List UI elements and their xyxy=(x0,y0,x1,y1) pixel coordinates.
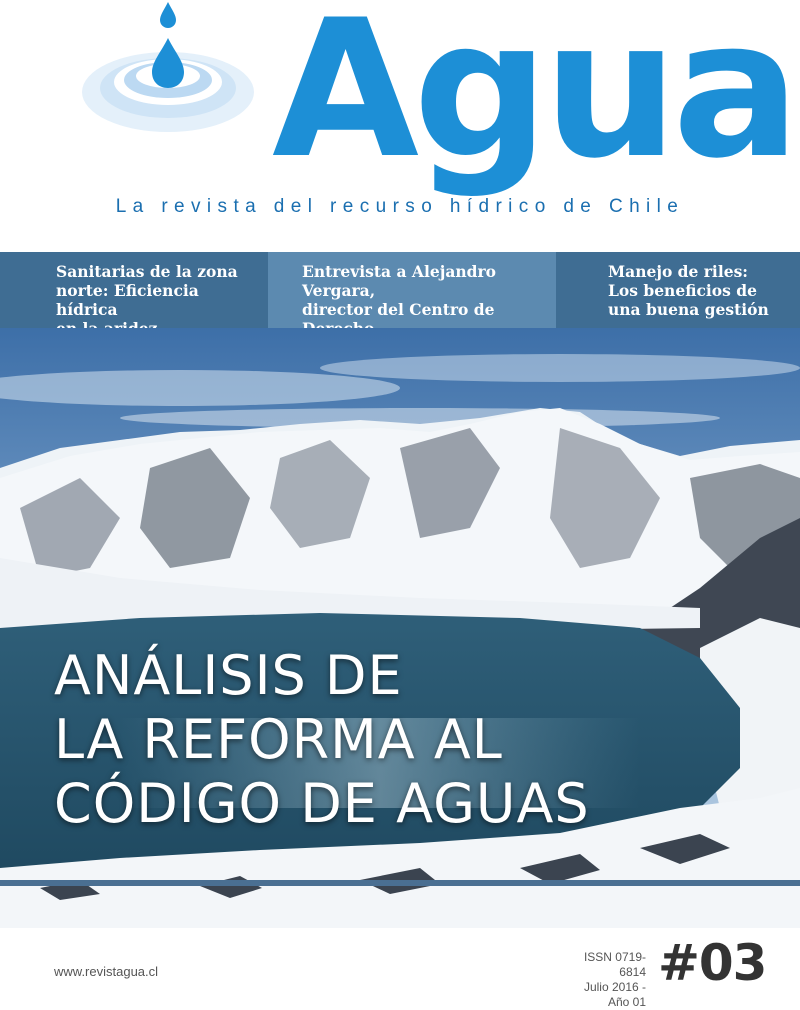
headline-line: ANÁLISIS DE xyxy=(54,644,403,707)
teaser-riles xyxy=(556,252,800,328)
water-drop-logo-icon xyxy=(78,0,258,165)
teaser-line: norte: Eficiencia hídrica xyxy=(56,281,199,319)
website-url: www.revistagua.cl xyxy=(54,964,159,979)
headline-line: CÓDIGO DE AGUAS xyxy=(54,772,590,835)
cover-footer xyxy=(0,928,800,1009)
magazine-tagline: La revista del recurso hídrico de Chile xyxy=(115,196,685,217)
issn-text: ISSN 0719-6814 xyxy=(583,950,646,979)
divider-rule xyxy=(0,880,800,886)
teaser-bar xyxy=(0,252,800,328)
issue-number: #03 xyxy=(658,934,767,992)
teaser-line: Sanitarias de la zona xyxy=(56,262,238,281)
magazine-title: Agua xyxy=(272,0,795,200)
cover-headline xyxy=(54,644,590,836)
teaser-line: Manejo de riles: xyxy=(608,262,749,281)
teaser-line: Entrevista a Alejandro Vergara, xyxy=(302,262,496,300)
issue-meta xyxy=(560,950,646,1010)
headline-line: LA REFORMA AL xyxy=(54,708,503,771)
teaser-line: una buena gestión xyxy=(608,300,769,319)
teaser-entrevista xyxy=(268,252,556,328)
teaser-sanitarias xyxy=(0,252,268,328)
mountain-lake-image xyxy=(0,328,800,928)
masthead xyxy=(0,0,800,252)
cover-photo xyxy=(0,328,800,928)
issue-date: Julio 2016 - Año 01 xyxy=(583,980,646,1009)
teaser-line: director del Centro de xyxy=(302,300,495,319)
teaser-line: Los beneficios de xyxy=(608,281,757,300)
